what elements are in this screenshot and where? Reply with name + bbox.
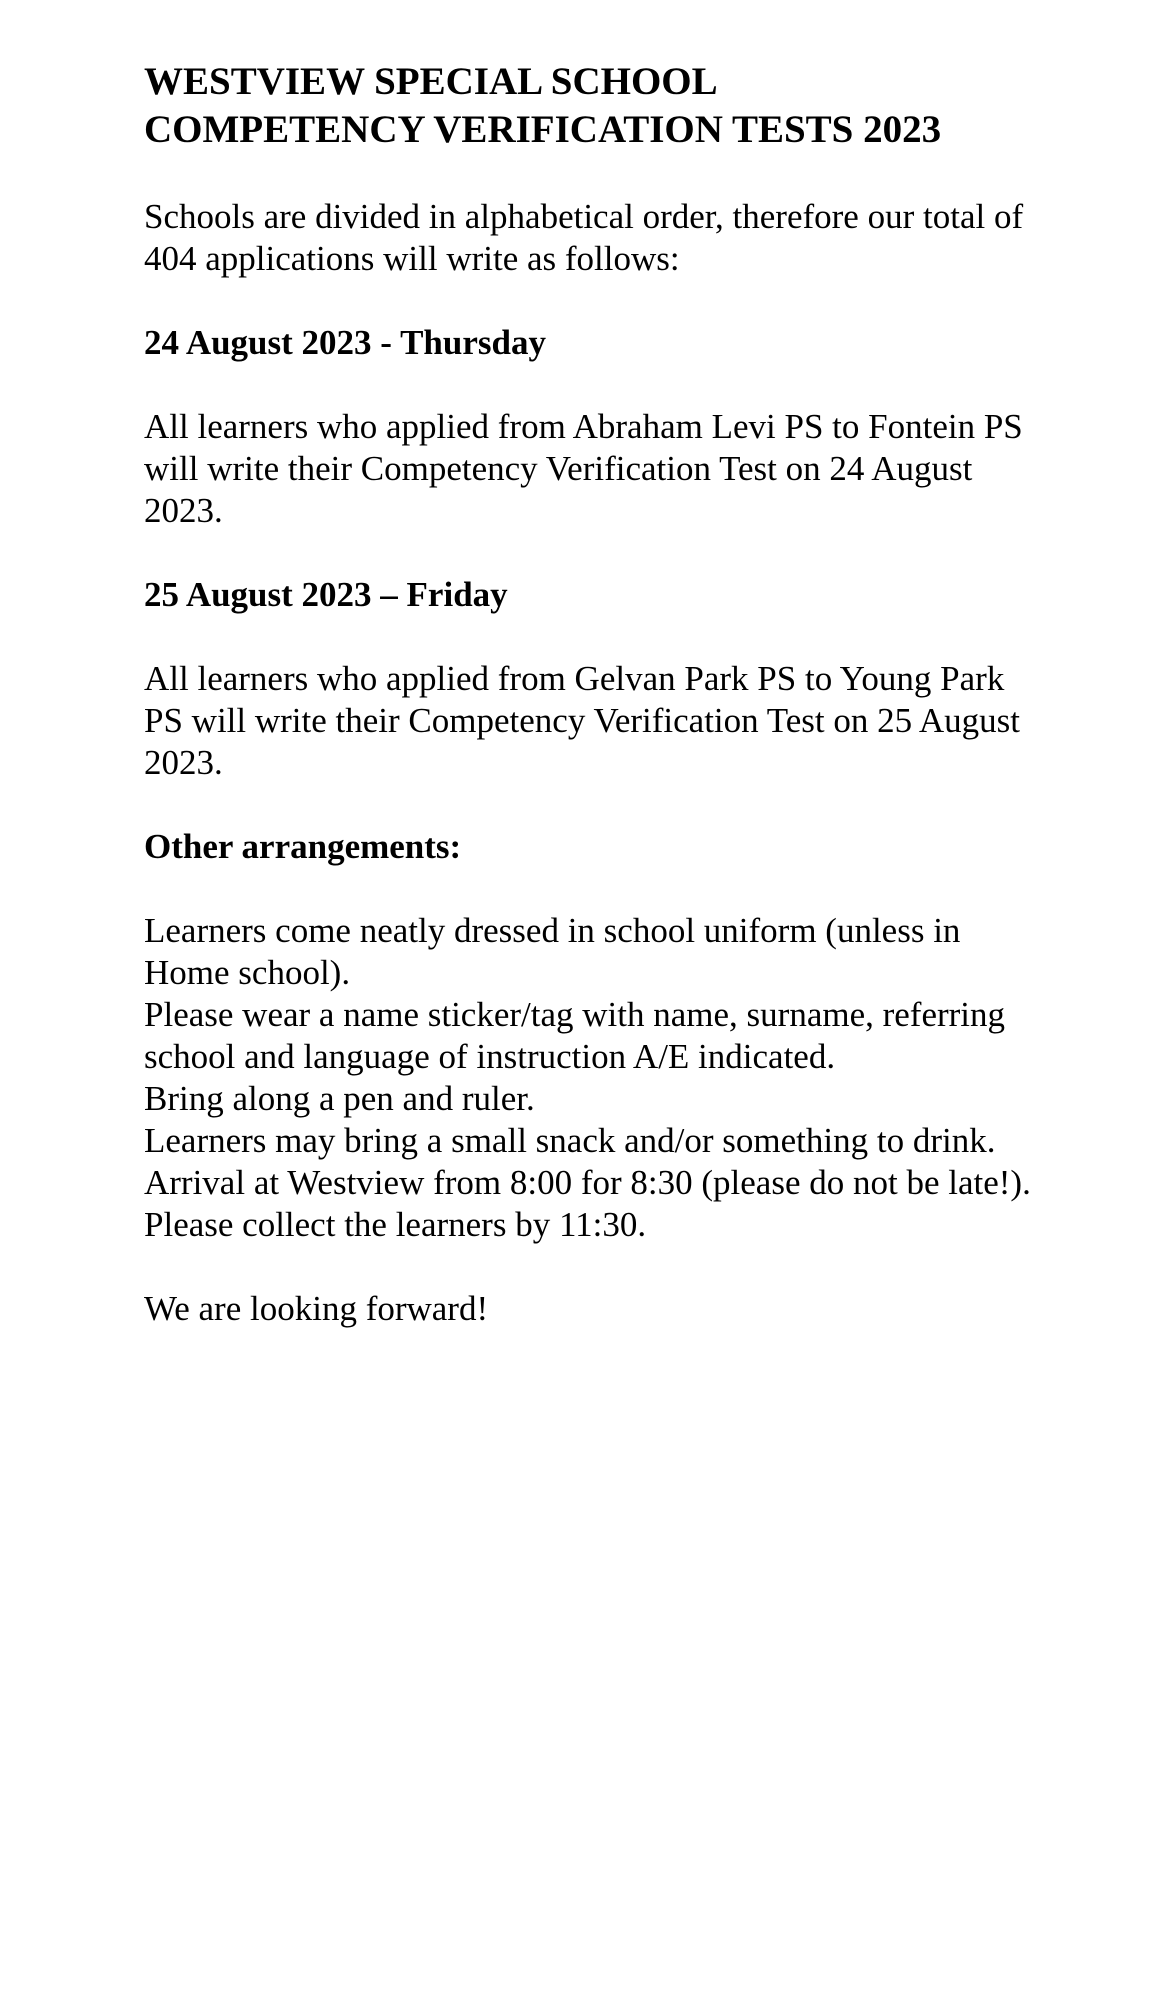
day-1-text: All learners who applied from Abraham Levi PS to Fontein PS will write their Competency Verification Test on 24 August 2023. [144,407,1023,530]
arrangements-heading: Other arrangements: [144,827,462,866]
document-title [144,58,1044,154]
arrangement-item: Learners may bring a small snack and/or something to drink. [144,1121,996,1160]
day-2-text: All learners who applied from Gelvan Park PS to Young Park PS will write their Competency Verification Test on 25 August 2023. [144,659,1021,782]
arrangement-item: Please wear a name sticker/tag with name, surname, referring school and language of instruction A/E indicated. [144,995,1006,1076]
title-line-1: WESTVIEW SPECIAL SCHOOL [144,60,718,103]
day-2-heading: 25 August 2023 – Friday [144,575,508,614]
closing-text: We are looking forward! [144,1289,489,1328]
day-1-heading: 24 August 2023 - Thursday [144,323,546,362]
arrangements-list [144,910,1044,1246]
arrangement-item: Please collect the learners by 11:30. [144,1205,647,1244]
intro-paragraph: Schools are divided in alphabetical order, therefore our total of 404 applications will write as follows: [144,197,1024,278]
arrangement-item: Arrival at Westview from 8:00 for 8:30 (please do not be late!). [144,1163,1031,1202]
document [144,58,1044,1330]
title-line-2: COMPETENCY VERIFICATION TESTS 2023 [144,108,942,151]
arrangement-item: Learners come neatly dressed in school uniform (unless in Home school). [144,911,961,992]
arrangement-item: Bring along a pen and ruler. [144,1079,535,1118]
